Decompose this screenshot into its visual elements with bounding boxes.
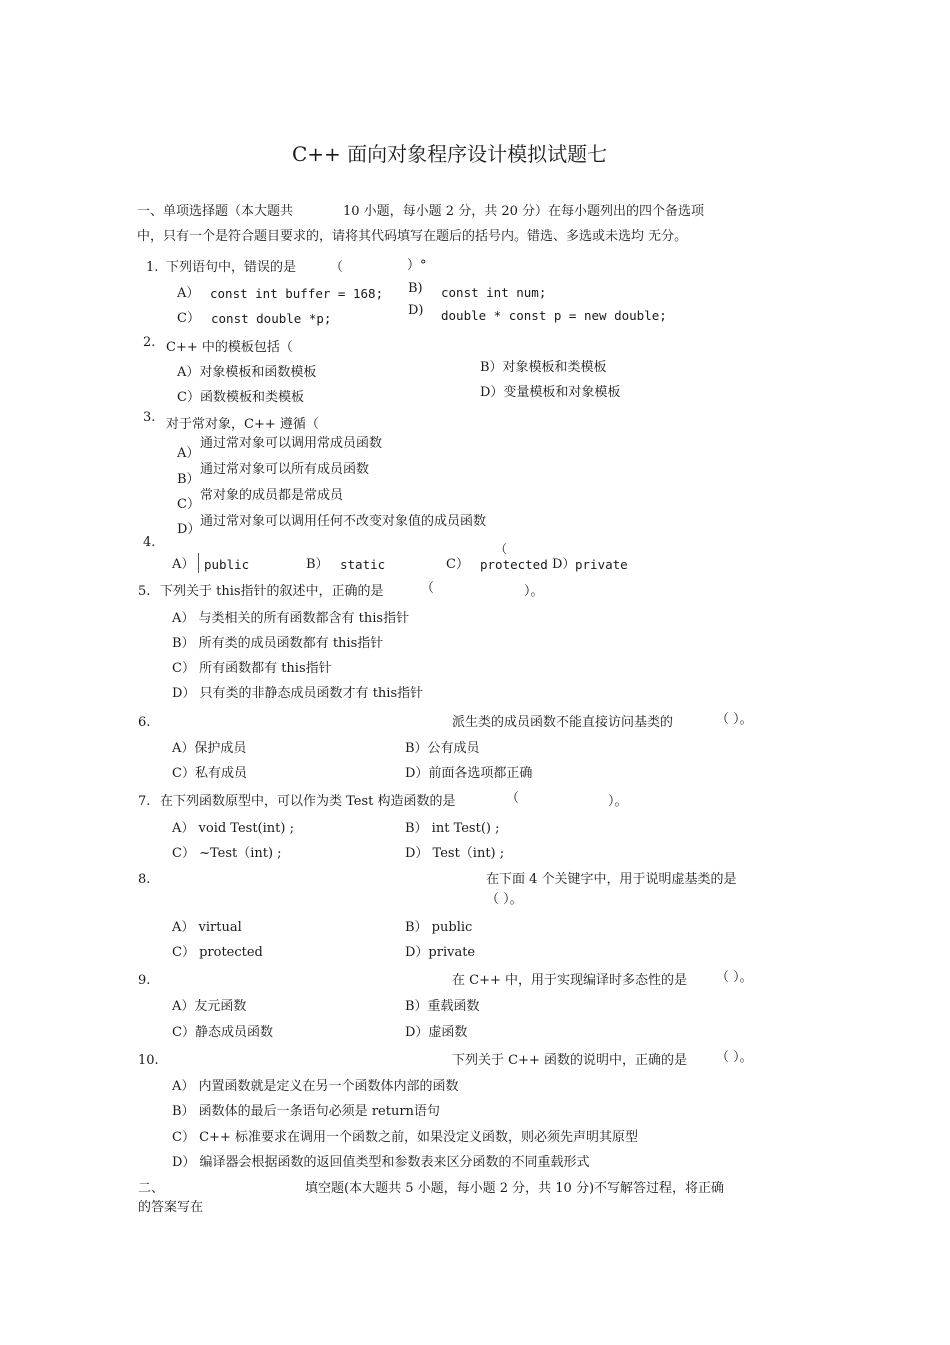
q10-option-c: C） C++ 标准要求在调用一个函数之前，如果没定义函数，则必须先声明其原型 <box>172 1130 638 1145</box>
q3-option-a-label: A） <box>177 446 200 461</box>
q2-option-b: B）对象模板和类模板 <box>480 360 607 375</box>
q3-option-a: 通过常对象可以调用常成员函数 <box>200 436 383 451</box>
q2-stem: C++ 中的模板包括（ <box>166 340 293 355</box>
q3-option-c: 常对象的成员都是常成员 <box>200 488 344 503</box>
q7-paren-open: （ <box>506 791 520 806</box>
q5-number: 5. <box>138 584 151 599</box>
q5-option-c: C） 所有函数都有 this指针 <box>172 661 332 676</box>
q9-number: 9. <box>138 973 151 988</box>
q2-number: 2. <box>143 335 156 350</box>
q4-option-c-label: C） <box>446 557 469 572</box>
q4-divider <box>198 553 199 573</box>
q2-option-d: D）变量模板和对象模板 <box>480 385 621 400</box>
q7-option-b: B） int Test() ; <box>405 821 500 836</box>
q10-stem: 下列关于 C++ 函数的说明中，正确的是 <box>452 1053 687 1068</box>
page-title: C++ 面向对象程序设计模拟试题七 <box>292 142 608 166</box>
q2-option-c: C）函数模板和类模板 <box>177 390 304 405</box>
q10-number: 10. <box>138 1053 159 1068</box>
q3-option-d: 通过常对象可以调用任何不改变对象值的成员函数 <box>200 514 487 529</box>
q3-option-b-label: B） <box>177 472 200 487</box>
q1-option-b-label: B) <box>408 281 423 296</box>
q7-stem: 在下列函数原型中，可以作为类 Test 构造函数的是 <box>160 794 456 809</box>
q10-paren: （ ）。 <box>716 1050 753 1065</box>
q1-option-a: const int buffer = 168; <box>210 286 384 301</box>
q5-option-b: B） 所有类的成员函数都有 this指针 <box>172 636 384 651</box>
q9-paren: （ ）。 <box>716 970 753 985</box>
q9-option-d: D）虚函数 <box>405 1025 468 1040</box>
q6-number: 6. <box>138 715 151 730</box>
q1-option-c-label: C） <box>177 311 200 326</box>
section2-heading: 填空题(本大题共 5 小题，每小题 2 分，共 10 分)不写解答过程，将正确 <box>305 1181 725 1196</box>
q7-option-c: C） ~Test（int) ; <box>172 846 282 861</box>
q6-option-d: D）前面各选项都正确 <box>405 766 533 781</box>
q3-option-d-label: D） <box>177 522 201 537</box>
q4-option-a: public <box>204 557 250 572</box>
q3-option-c-label: C） <box>177 497 200 512</box>
section1-heading-cont: 10 小题，每小题 2 分，共 20 分）在每小题列出的四个备选项 <box>343 204 705 219</box>
q10-option-b: B） 函数体的最后一条语句必须是 return语句 <box>172 1104 440 1119</box>
q10-option-d: D） 编译器会根据函数的返回值类型和参数表来区分函数的不同重载形式 <box>172 1155 590 1170</box>
q8-paren: （ ）。 <box>486 892 523 907</box>
q1-option-d-label: D) <box>408 303 424 318</box>
q6-paren: （ ）。 <box>716 712 753 727</box>
q10-option-a: A） 内置函数就是定义在另一个函数体内部的函数 <box>172 1079 459 1094</box>
q8-option-b: B） public <box>405 920 473 935</box>
q7-option-a: A） void Test(int) ; <box>172 821 294 836</box>
q1-paren-open: （ <box>330 260 344 275</box>
q9-option-c: C）静态成员函数 <box>172 1025 273 1040</box>
q6-option-b: B）公有成员 <box>405 741 480 756</box>
q1-option-b: const int num; <box>441 285 547 300</box>
q1-stem: 下列语句中，错误的是 <box>166 260 297 275</box>
q4-option-b-label: B） <box>306 557 329 572</box>
q4-option-d-label: D） <box>552 557 576 572</box>
q4-option-d: private <box>575 557 628 572</box>
q7-option-d: D） Test（int) ; <box>405 846 505 861</box>
q8-option-d: D）private <box>405 945 476 960</box>
section1-heading: 一、单项选择题（本大题共 <box>137 204 294 219</box>
section2-heading-cont: 的答案写在 <box>138 1200 204 1215</box>
q9-option-a: A）友元函数 <box>172 999 247 1014</box>
q9-option-b: B）重载函数 <box>405 999 480 1014</box>
q7-number: 7. <box>138 794 151 809</box>
q5-option-a: A） 与类相关的所有函数都含有 this指针 <box>172 611 410 626</box>
q1-option-c: const double *p; <box>211 311 332 326</box>
q1-option-a-label: A） <box>177 286 200 301</box>
q2-option-a: A）对象模板和函数模板 <box>177 365 317 380</box>
section1-instructions: 中，只有一个是符合题目要求的，请将其代码填写在题后的括号内。错选、多选或未选均 无分。 <box>137 229 688 244</box>
q5-paren-open: （ <box>421 581 435 596</box>
q6-option-a: A）保护成员 <box>172 741 247 756</box>
q4-option-c: protected <box>480 557 548 572</box>
q4-option-a-label: A） <box>172 557 195 572</box>
q5-option-d: D） 只有类的非静态成员函数才有 this指针 <box>172 686 424 701</box>
q8-option-a: A） virtual <box>172 920 242 935</box>
q3-number: 3. <box>143 410 156 425</box>
q1-option-d: double * const p = new double; <box>441 308 667 323</box>
q3-stem: 对于常对象，C++ 遵循（ <box>166 417 319 432</box>
q1-paren-close: ）° <box>407 258 427 273</box>
q5-stem: 下列关于 this指针的叙述中，正确的是 <box>160 584 384 599</box>
q4-number: 4. <box>143 535 156 550</box>
q3-option-b: 通过常对象可以所有成员函数 <box>200 462 370 477</box>
q7-paren-close: ）。 <box>608 794 628 809</box>
q9-stem: 在 C++ 中，用于实现编译时多态性的是 <box>452 973 687 988</box>
q8-option-c: C） protected <box>172 945 263 960</box>
q4-paren: （ <box>495 542 508 556</box>
q1-number: 1. <box>146 260 159 275</box>
q4-option-b: static <box>340 557 386 572</box>
section2-label: 二、 <box>138 1181 165 1196</box>
q5-paren-close: ）。 <box>524 584 544 599</box>
q6-option-c: C）私有成员 <box>172 766 247 781</box>
q8-stem: 在下面 4 个关键字中，用于说明虚基类的是 <box>486 872 737 887</box>
q8-number: 8. <box>138 872 151 887</box>
q6-stem: 派生类的成员函数不能直接访问基类的 <box>452 715 674 730</box>
